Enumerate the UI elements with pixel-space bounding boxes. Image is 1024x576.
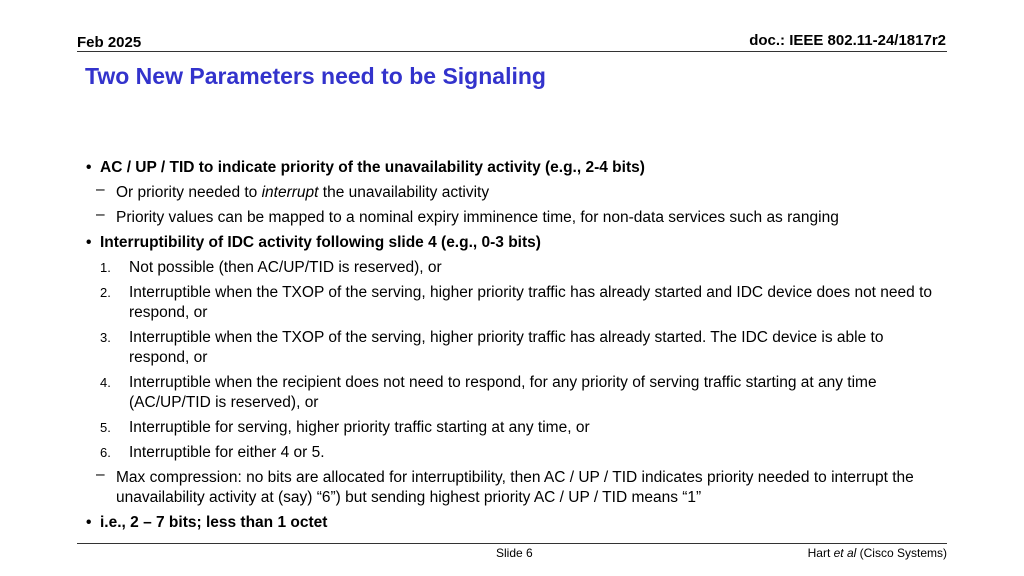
item-number: 2.	[100, 285, 111, 300]
slide-body	[86, 158, 946, 538]
author-name: Hart	[807, 546, 834, 560]
bullet-dot: •	[86, 234, 92, 251]
item-text: Interruptible for either 4 or 5.	[129, 444, 325, 461]
sub-bullet-priority-values-text: Priority values can be mapped to a nominal expiry imminence time, for non-data services such as ranging	[116, 209, 839, 226]
item-text: Not possible (then AC/UP/TID is reserved), or	[129, 259, 442, 276]
item-number: 3.	[100, 330, 111, 345]
bullet-interruptibility	[86, 233, 946, 253]
item-number: 1.	[100, 260, 111, 275]
dash-marker: –	[96, 206, 105, 223]
item-text: Interruptible when the recipient does not need to respond, for any priority of serving traffic starting at any time (AC/UP/TID is reserved), or	[129, 374, 877, 411]
author-et-al: et al	[833, 546, 857, 560]
sub-bullet-interrupt-em: interrupt	[261, 184, 319, 201]
sub-bullet-max-compression	[86, 468, 946, 508]
dash-marker: –	[96, 181, 105, 198]
numbered-item	[86, 258, 946, 278]
sub-bullet-interrupt-post: the unavailability activity	[318, 184, 490, 201]
footer-divider	[77, 543, 947, 544]
item-text: Interruptible when the TXOP of the serving, higher priority traffic has already started and IDC device does not need to respond, or	[129, 284, 933, 321]
bullet-priority	[86, 158, 946, 178]
sub-bullet-max-compression-text: Max compression: no bits are allocated for interruptibility, then AC / UP / TID indicates priority needed to interrupt the unavailability activity at (say) “6”) but sending highest priority AC / UP / TID means “1”	[116, 469, 914, 506]
item-number: 5.	[100, 420, 111, 435]
header-date: Feb 2025	[77, 34, 142, 51]
item-number: 6.	[100, 445, 111, 460]
sub-bullet-interrupt-pre: Or priority needed to	[116, 184, 262, 201]
bullet-summary-text: i.e., 2 – 7 bits; less than 1 octet	[100, 514, 328, 531]
footer-author	[808, 546, 947, 560]
numbered-item	[86, 328, 946, 368]
header-divider	[77, 51, 947, 52]
sub-bullet-priority-values	[86, 208, 946, 228]
dash-marker: –	[96, 466, 105, 483]
numbered-item	[86, 443, 946, 463]
item-number: 4.	[100, 375, 111, 390]
numbered-item	[86, 373, 946, 413]
bullet-dot: •	[86, 159, 92, 176]
item-text: Interruptible for serving, higher priority traffic starting at any time, or	[129, 419, 590, 436]
slide-number: Slide 6	[496, 546, 533, 560]
sub-bullet-interrupt	[86, 183, 946, 203]
slide-title: Two New Parameters need to be Signaling	[85, 63, 546, 89]
bullet-dot: •	[86, 514, 92, 531]
author-affiliation: (Cisco Systems)	[856, 546, 947, 560]
item-text: Interruptible when the TXOP of the serving, higher priority traffic has already started. The IDC device is able to respond, or	[129, 329, 884, 366]
bullet-priority-text: AC / UP / TID to indicate priority of the unavailability activity (e.g., 2-4 bits)	[100, 159, 645, 176]
numbered-item	[86, 418, 946, 438]
numbered-item	[86, 283, 946, 323]
bullet-interruptibility-text: Interruptibility of IDC activity following slide 4 (e.g., 0-3 bits)	[100, 234, 541, 251]
header-doc-id: doc.: IEEE 802.11-24/1817r2	[749, 32, 946, 49]
bullet-summary	[86, 513, 946, 533]
